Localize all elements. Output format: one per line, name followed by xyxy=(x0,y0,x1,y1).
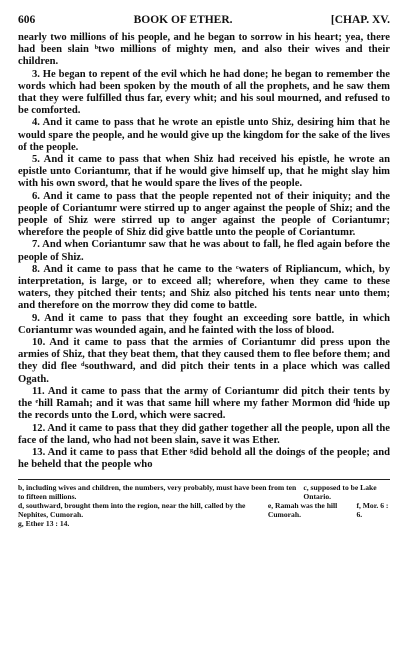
paragraph: 6. And it came to pass that the people repented not of their iniquity; and the people of Coriantumr were stirred up to anger against the people of Shiz; and the people of Shiz were stirred up to anger against the people of Coriantumr; wherefore the people of Shiz did give battle unto the people of Coriantumr. xyxy=(18,190,390,239)
footnote: f, Mor. 6 : 6. xyxy=(356,501,389,520)
footnote: d, southward, brought them into the region, near the hill, called by the Nephites, Cumorah. xyxy=(18,501,246,520)
footnote-row xyxy=(18,483,390,501)
footnote: g, Ether 13 : 14. xyxy=(18,519,70,529)
paragraph: 8. And it came to pass that he came to the ᶜwaters of Ripliancum, which, by interpretation, is large, or to exceed all; wherefore, when they came to these waters, they pitched their tents; and Shiz also pitched his tents near unto them; and therefore on the morrow they did come to battle. xyxy=(18,263,390,312)
body-text xyxy=(18,32,390,471)
footnote-row xyxy=(18,501,390,519)
page-number: 606 xyxy=(18,14,36,26)
paragraph: 12. And it came to pass that they did gather together all the people, upon all the face of the land, who had not been slain, save it was Ether. xyxy=(18,422,390,446)
paragraph: 10. And it came to pass that the armies of Coriantumr did press upon the armies of Shiz, that they beat them, that they caused them to flee before them; and they did flee ᵈsouthward, and did pitch their tents in a place which was called Ogath. xyxy=(18,337,390,385)
paragraph: 4. And it came to pass that he wrote an epistle unto Shiz, desiring him that he would spare the people, and he would give up the kingdom for the sake of the lives of the people. xyxy=(18,117,390,153)
paragraph: 13. And it came to pass that Ether ᵍdid behold all the doings of the people; and he beheld that the people who xyxy=(18,446,390,471)
page-header xyxy=(18,14,390,26)
paragraph: 9. And it came to pass that they fought an exceeding sore battle, in which Coriantumr was wounded again, and he fainted with the loss of blood. xyxy=(18,312,390,336)
chapter-label: [CHAP. XV. xyxy=(330,14,390,26)
footnotes xyxy=(18,483,390,528)
footnote-row xyxy=(18,519,390,528)
footnote-divider xyxy=(18,479,390,480)
paragraph: 5. And it came to pass that when Shiz had received his epistle, he wrote an epistle unto Coriantumr, that if he would give himself up, that he might slay him with his own sword, that he would spare the lives of the people. xyxy=(18,154,390,190)
footnote: c, supposed to be Lake Ontario. xyxy=(303,483,377,502)
footnote: e, Ramah was the hill Cumorah. xyxy=(267,501,338,520)
running-title: BOOK OF ETHER. xyxy=(133,14,233,26)
paragraph: 3. He began to repent of the evil which he had done; he began to remember the words which had been spoken by the mouth of all the prophets, and he saw them that they were fulfilled thus far, every whit; and his soul mourned, and refused to be comforted. xyxy=(18,68,390,117)
paragraph: 11. And it came to pass that the army of Coriantumr did pitch their tents by the ᵉhill Ramah; and it was that same hill where my father Mormon did ᶠhide up the records unto the Lord, which were sacred. xyxy=(18,385,390,422)
paragraph: nearly two millions of his people, and he began to sorrow in his heart; yea, there had been slain ᵇtwo millions of mighty men, and also their wives and their children. xyxy=(18,32,390,68)
footnote: b, including wives and children, the numbers, very probably, must have been from ten to fifteen millions. xyxy=(18,483,297,502)
paragraph: 7. And when Coriantumr saw that he was about to fall, he fled again before the people of Shiz. xyxy=(18,239,390,263)
